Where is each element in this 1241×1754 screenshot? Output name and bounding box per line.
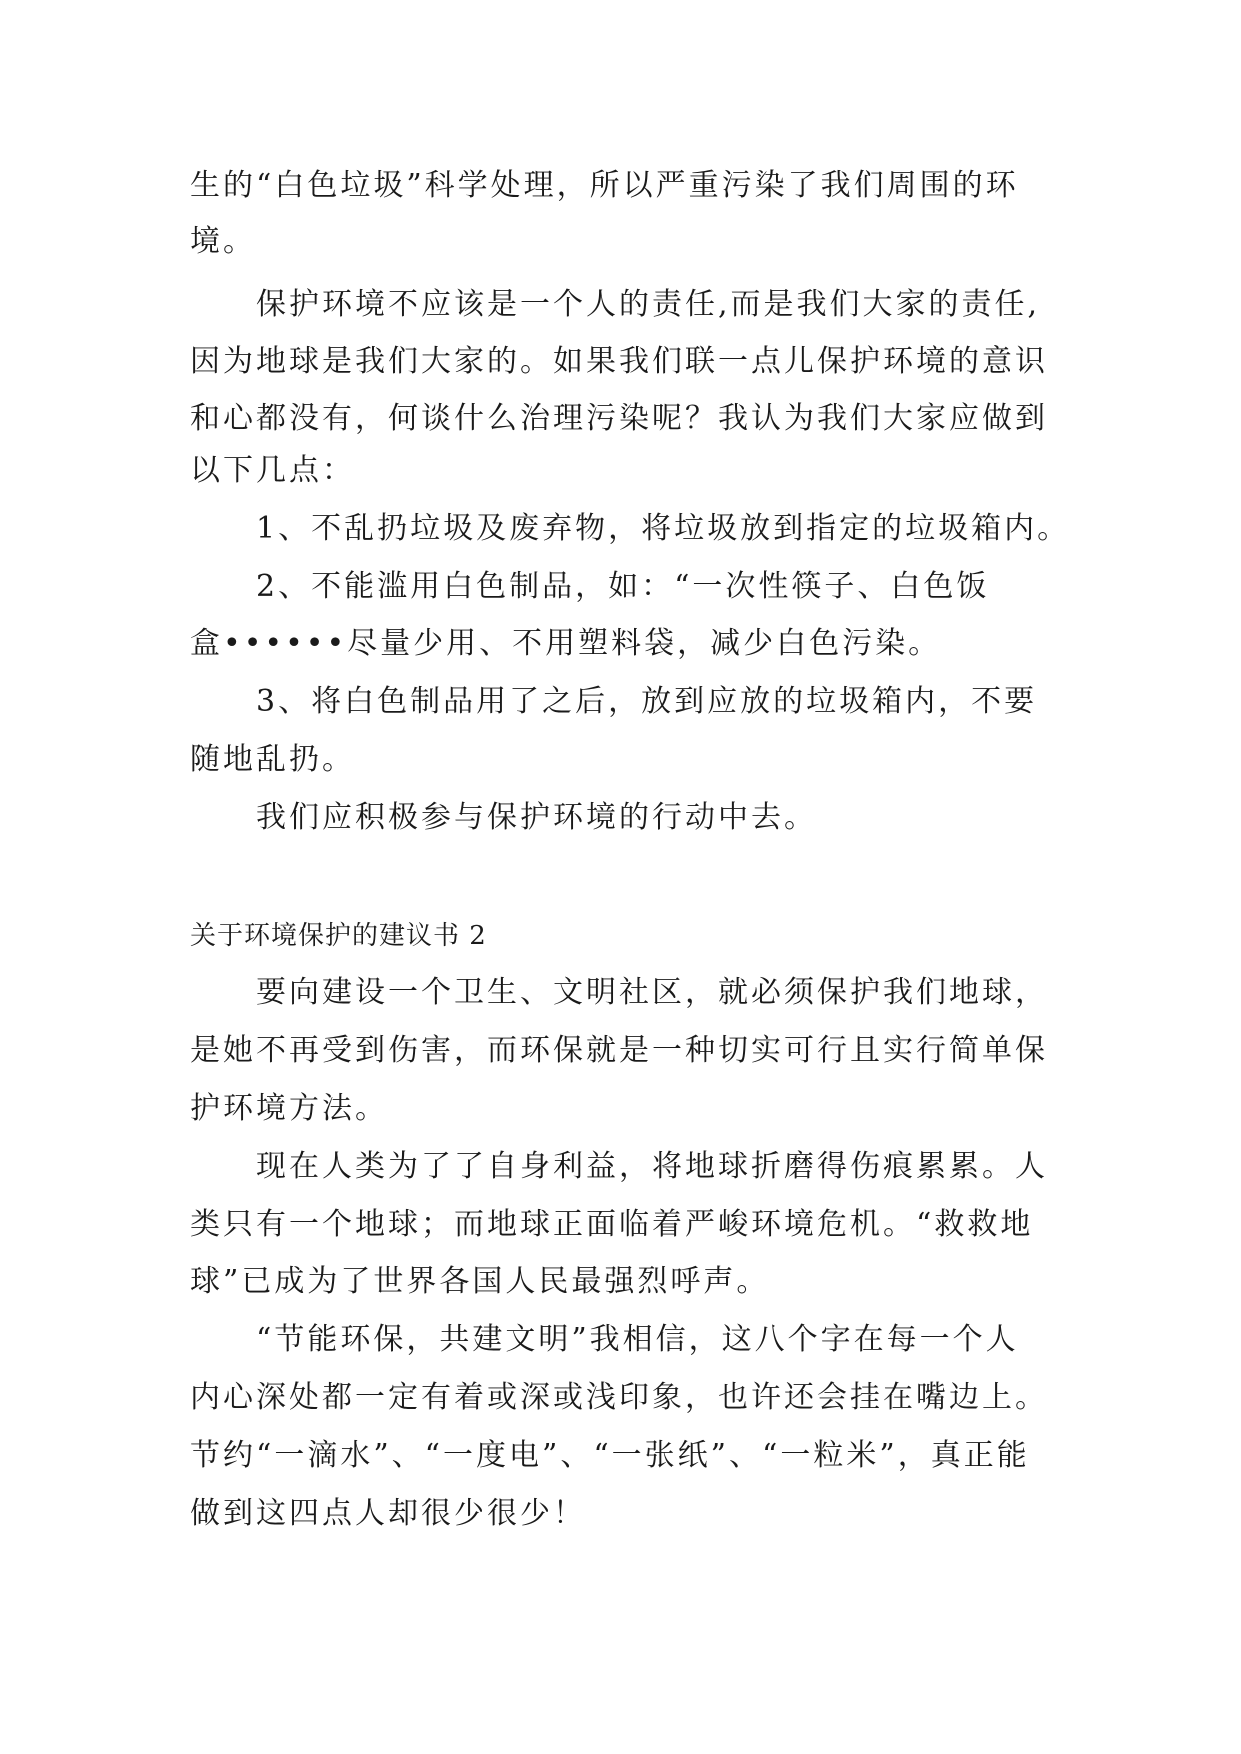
paragraph-line: 护环境方法。 (190, 1091, 388, 1126)
list-item-3: 3、将白色制品用了之后，放到应放的垃圾箱内，不要 (256, 684, 1038, 719)
list-item-3-continued: 随地乱扔。 (190, 742, 355, 777)
paragraph-line: 节约“一滴水”、“一度电”、“一张纸”、“一粒米”，真正能 (190, 1438, 1030, 1473)
paragraph-line: 生的“白色垃圾”科学处理，所以严重污染了我们周围的环 (190, 168, 1019, 203)
paragraph-line: 我们应积极参与保护环境的行动中去。 (256, 800, 817, 835)
list-item-1: 1、不乱扔垃圾及废弃物，将垃圾放到指定的垃圾箱内。 (256, 511, 1071, 546)
paragraph-line: 以下几点： (190, 453, 355, 488)
paragraph-line: 境。 (190, 224, 256, 259)
paragraph-line: 类只有一个地球；而地球正面临着严峻环境危机。“救救地 (190, 1207, 1034, 1242)
paragraph-line: 现在人类为了了自身利益，将地球折磨得伤痕累累。人 (256, 1149, 1048, 1184)
section-title: 关于环境保护的建议书 2 (190, 921, 487, 951)
list-item-2-continued: 盒••••••尽量少用、不用塑料袋，减少白色污染。 (190, 626, 942, 661)
paragraph-line: 要向建设一个卫生、文明社区，就必须保护我们地球， (256, 975, 1048, 1010)
paragraph-line: 和心都没有，何谈什么治理污染呢？我认为我们大家应做到 (190, 401, 1048, 436)
list-item-2: 2、不能滥用白色制品，如：“一次性筷子、白色饭 (256, 569, 990, 604)
paragraph-line: 内心深处都一定有着或深或浅印象，也许还会挂在嘴边上。 (190, 1380, 1048, 1415)
paragraph-line: 保护环境不应该是一个人的责任,而是我们大家的责任, (256, 287, 1041, 322)
paragraph-line: 因为地球是我们大家的。如果我们联一点儿保护环境的意识 (190, 344, 1048, 379)
paragraph-line: 是她不再受到伤害，而环保就是一种切实可行且实行简单保 (190, 1033, 1048, 1068)
paragraph-line: 球”已成为了世界各国人民最强烈呼声。 (190, 1264, 770, 1299)
paragraph-line: 做到这四点人却很少很少！ (190, 1496, 586, 1531)
paragraph-line: “节能环保，共建文明”我相信，这八个字在每一个人 (256, 1322, 1019, 1357)
